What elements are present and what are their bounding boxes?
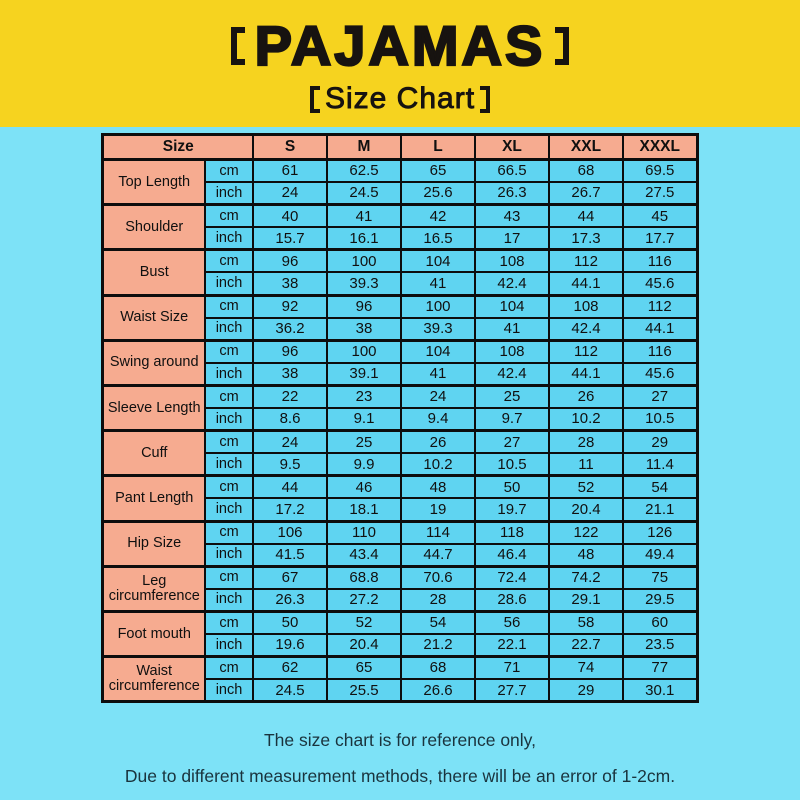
unit-cell-inch: inch bbox=[205, 318, 253, 341]
unit-cell-cm: cm bbox=[205, 205, 253, 228]
unit-cell-cm: cm bbox=[205, 431, 253, 454]
value-cell: 10.5 bbox=[623, 408, 697, 431]
value-cell: 18.1 bbox=[327, 498, 401, 521]
measurement-label: Waist circumference bbox=[103, 657, 205, 702]
value-cell: 58 bbox=[549, 611, 623, 634]
value-cell: 22 bbox=[253, 385, 327, 408]
lenticular-bracket-right-icon bbox=[480, 86, 490, 113]
value-cell: 110 bbox=[327, 521, 401, 544]
measurement-row-cm bbox=[103, 476, 697, 499]
value-cell: 28 bbox=[549, 431, 623, 454]
value-cell: 69.5 bbox=[623, 160, 697, 183]
unit-cell-cm: cm bbox=[205, 566, 253, 589]
value-cell: 11 bbox=[549, 453, 623, 476]
value-cell: 29.5 bbox=[623, 589, 697, 612]
value-cell: 9.1 bbox=[327, 408, 401, 431]
size-header-cell: Size bbox=[103, 135, 253, 160]
value-cell: 41 bbox=[327, 205, 401, 228]
value-cell: 9.4 bbox=[401, 408, 475, 431]
value-cell: 26.7 bbox=[549, 182, 623, 205]
value-cell: 21.2 bbox=[401, 634, 475, 657]
value-cell: 70.6 bbox=[401, 566, 475, 589]
value-cell: 24.5 bbox=[253, 679, 327, 702]
size-column-header: L bbox=[401, 135, 475, 160]
value-cell: 104 bbox=[475, 295, 549, 318]
value-cell: 43 bbox=[475, 205, 549, 228]
value-cell: 45.6 bbox=[623, 272, 697, 295]
value-cell: 44.7 bbox=[401, 544, 475, 567]
value-cell: 41 bbox=[401, 363, 475, 386]
value-cell: 104 bbox=[401, 250, 475, 273]
size-column-header: XXL bbox=[549, 135, 623, 160]
value-cell: 75 bbox=[623, 566, 697, 589]
measurement-label: Pant Length bbox=[103, 476, 205, 521]
unit-cell-cm: cm bbox=[205, 385, 253, 408]
value-cell: 17.7 bbox=[623, 227, 697, 250]
value-cell: 61 bbox=[253, 160, 327, 183]
value-cell: 92 bbox=[253, 295, 327, 318]
value-cell: 41 bbox=[401, 272, 475, 295]
value-cell: 26.3 bbox=[253, 589, 327, 612]
value-cell: 54 bbox=[623, 476, 697, 499]
value-cell: 74.2 bbox=[549, 566, 623, 589]
value-cell: 30.1 bbox=[623, 679, 697, 702]
value-cell: 112 bbox=[549, 250, 623, 273]
value-cell: 10.2 bbox=[401, 453, 475, 476]
size-table-head bbox=[103, 135, 697, 160]
value-cell: 19 bbox=[401, 498, 475, 521]
value-cell: 38 bbox=[253, 272, 327, 295]
value-cell: 17 bbox=[475, 227, 549, 250]
value-cell: 112 bbox=[549, 340, 623, 363]
measurement-label: Top Length bbox=[103, 160, 205, 205]
unit-cell-inch: inch bbox=[205, 498, 253, 521]
value-cell: 43.4 bbox=[327, 544, 401, 567]
value-cell: 36.2 bbox=[253, 318, 327, 341]
value-cell: 106 bbox=[253, 521, 327, 544]
value-cell: 41 bbox=[475, 318, 549, 341]
value-cell: 52 bbox=[549, 476, 623, 499]
value-cell: 24 bbox=[253, 182, 327, 205]
value-cell: 100 bbox=[327, 340, 401, 363]
value-cell: 68.8 bbox=[327, 566, 401, 589]
value-cell: 16.5 bbox=[401, 227, 475, 250]
value-cell: 24 bbox=[253, 431, 327, 454]
unit-cell-cm: cm bbox=[205, 476, 253, 499]
value-cell: 41.5 bbox=[253, 544, 327, 567]
unit-cell-inch: inch bbox=[205, 272, 253, 295]
value-cell: 48 bbox=[401, 476, 475, 499]
value-cell: 104 bbox=[401, 340, 475, 363]
value-cell: 8.6 bbox=[253, 408, 327, 431]
note-line-2: Due to different measurement methods, there will be an error of 1-2cm. bbox=[124, 766, 676, 787]
value-cell: 100 bbox=[327, 250, 401, 273]
value-cell: 56 bbox=[475, 611, 549, 634]
value-cell: 66.5 bbox=[475, 160, 549, 183]
value-cell: 9.5 bbox=[253, 453, 327, 476]
unit-cell-inch: inch bbox=[205, 679, 253, 702]
size-column-header: XL bbox=[475, 135, 549, 160]
value-cell: 118 bbox=[475, 521, 549, 544]
unit-cell-cm: cm bbox=[205, 160, 253, 183]
value-cell: 19.6 bbox=[253, 634, 327, 657]
lenticular-bracket-left-icon bbox=[231, 27, 245, 65]
value-cell: 108 bbox=[549, 295, 623, 318]
value-cell: 26 bbox=[549, 385, 623, 408]
value-cell: 24.5 bbox=[327, 182, 401, 205]
measurement-label: Cuff bbox=[103, 431, 205, 476]
size-table-body bbox=[103, 160, 697, 702]
unit-cell-inch: inch bbox=[205, 408, 253, 431]
value-cell: 112 bbox=[623, 295, 697, 318]
value-cell: 23.5 bbox=[623, 634, 697, 657]
value-cell: 54 bbox=[401, 611, 475, 634]
value-cell: 65 bbox=[327, 657, 401, 680]
size-chart-table bbox=[101, 133, 698, 703]
value-cell: 96 bbox=[253, 250, 327, 273]
measurement-row-cm bbox=[103, 521, 697, 544]
value-cell: 11.4 bbox=[623, 453, 697, 476]
value-cell: 22.1 bbox=[475, 634, 549, 657]
measurement-label: Sleeve Length bbox=[103, 385, 205, 430]
value-cell: 65 bbox=[401, 160, 475, 183]
measurement-label: Waist Size bbox=[103, 295, 205, 340]
measurement-row-cm bbox=[103, 295, 697, 318]
unit-cell-inch: inch bbox=[205, 544, 253, 567]
value-cell: 25.6 bbox=[401, 182, 475, 205]
unit-cell-inch: inch bbox=[205, 589, 253, 612]
measurement-label: Hip Size bbox=[103, 521, 205, 566]
measurement-row-cm bbox=[103, 431, 697, 454]
value-cell: 25.5 bbox=[327, 679, 401, 702]
value-cell: 39.3 bbox=[401, 318, 475, 341]
measurement-row-cm bbox=[103, 566, 697, 589]
value-cell: 116 bbox=[623, 340, 697, 363]
value-cell: 45.6 bbox=[623, 363, 697, 386]
size-column-header: XXXL bbox=[623, 135, 697, 160]
value-cell: 44 bbox=[253, 476, 327, 499]
unit-cell-cm: cm bbox=[205, 295, 253, 318]
size-column-header: M bbox=[327, 135, 401, 160]
value-cell: 16.1 bbox=[327, 227, 401, 250]
value-cell: 10.5 bbox=[475, 453, 549, 476]
value-cell: 60 bbox=[623, 611, 697, 634]
value-cell: 42 bbox=[401, 205, 475, 228]
measurement-row-cm bbox=[103, 340, 697, 363]
value-cell: 122 bbox=[549, 521, 623, 544]
value-cell: 29 bbox=[549, 679, 623, 702]
measurement-label: Foot mouth bbox=[103, 611, 205, 656]
value-cell: 29.1 bbox=[549, 589, 623, 612]
unit-cell-cm: cm bbox=[205, 657, 253, 680]
value-cell: 19.7 bbox=[475, 498, 549, 521]
value-cell: 27 bbox=[623, 385, 697, 408]
value-cell: 77 bbox=[623, 657, 697, 680]
measurement-label: Bust bbox=[103, 250, 205, 295]
value-cell: 67 bbox=[253, 566, 327, 589]
value-cell: 27.2 bbox=[327, 589, 401, 612]
value-cell: 68 bbox=[549, 160, 623, 183]
value-cell: 126 bbox=[623, 521, 697, 544]
value-cell: 48 bbox=[549, 544, 623, 567]
measurement-row-cm bbox=[103, 385, 697, 408]
value-cell: 72.4 bbox=[475, 566, 549, 589]
header-banner bbox=[0, 0, 800, 127]
value-cell: 20.4 bbox=[549, 498, 623, 521]
value-cell: 24 bbox=[401, 385, 475, 408]
value-cell: 9.7 bbox=[475, 408, 549, 431]
value-cell: 17.2 bbox=[253, 498, 327, 521]
value-cell: 27.5 bbox=[623, 182, 697, 205]
measurement-label: Swing around bbox=[103, 340, 205, 385]
value-cell: 68 bbox=[401, 657, 475, 680]
value-cell: 108 bbox=[475, 250, 549, 273]
unit-cell-cm: cm bbox=[205, 521, 253, 544]
value-cell: 42.4 bbox=[549, 318, 623, 341]
value-cell: 29 bbox=[623, 431, 697, 454]
value-cell: 26 bbox=[401, 431, 475, 454]
value-cell: 96 bbox=[327, 295, 401, 318]
measurement-label: Shoulder bbox=[103, 205, 205, 250]
measurement-row-cm bbox=[103, 160, 697, 183]
page-title bbox=[231, 15, 570, 77]
measurement-label: Leg circumference bbox=[103, 566, 205, 611]
measurement-row-cm bbox=[103, 205, 697, 228]
value-cell: 116 bbox=[623, 250, 697, 273]
value-cell: 42.4 bbox=[475, 363, 549, 386]
unit-cell-inch: inch bbox=[205, 634, 253, 657]
value-cell: 50 bbox=[475, 476, 549, 499]
value-cell: 44 bbox=[549, 205, 623, 228]
value-cell: 15.7 bbox=[253, 227, 327, 250]
size-column-header: S bbox=[253, 135, 327, 160]
value-cell: 9.9 bbox=[327, 453, 401, 476]
value-cell: 45 bbox=[623, 205, 697, 228]
lenticular-bracket-right-icon bbox=[555, 27, 569, 65]
value-cell: 28.6 bbox=[475, 589, 549, 612]
value-cell: 96 bbox=[253, 340, 327, 363]
brand-title-text: PAJAMAS bbox=[254, 14, 546, 77]
measurement-row-cm bbox=[103, 611, 697, 634]
value-cell: 27 bbox=[475, 431, 549, 454]
value-cell: 27.7 bbox=[475, 679, 549, 702]
value-cell: 46.4 bbox=[475, 544, 549, 567]
size-header-row bbox=[103, 135, 697, 160]
value-cell: 74 bbox=[549, 657, 623, 680]
unit-cell-inch: inch bbox=[205, 363, 253, 386]
unit-cell-cm: cm bbox=[205, 250, 253, 273]
value-cell: 23 bbox=[327, 385, 401, 408]
value-cell: 20.4 bbox=[327, 634, 401, 657]
unit-cell-cm: cm bbox=[205, 611, 253, 634]
measurement-row-cm bbox=[103, 250, 697, 273]
value-cell: 22.7 bbox=[549, 634, 623, 657]
value-cell: 38 bbox=[327, 318, 401, 341]
value-cell: 46 bbox=[327, 476, 401, 499]
value-cell: 62.5 bbox=[327, 160, 401, 183]
note-line-1: The size chart is for reference only, bbox=[263, 730, 536, 751]
value-cell: 39.3 bbox=[327, 272, 401, 295]
value-cell: 49.4 bbox=[623, 544, 697, 567]
value-cell: 42.4 bbox=[475, 272, 549, 295]
value-cell: 71 bbox=[475, 657, 549, 680]
measurement-row-cm bbox=[103, 657, 697, 680]
value-cell: 44.1 bbox=[623, 318, 697, 341]
value-cell: 17.3 bbox=[549, 227, 623, 250]
value-cell: 39.1 bbox=[327, 363, 401, 386]
unit-cell-inch: inch bbox=[205, 227, 253, 250]
unit-cell-inch: inch bbox=[205, 182, 253, 205]
unit-cell-inch: inch bbox=[205, 453, 253, 476]
value-cell: 52 bbox=[327, 611, 401, 634]
value-cell: 44.1 bbox=[549, 363, 623, 386]
unit-cell-cm: cm bbox=[205, 340, 253, 363]
value-cell: 10.2 bbox=[549, 408, 623, 431]
value-cell: 44.1 bbox=[549, 272, 623, 295]
value-cell: 62 bbox=[253, 657, 327, 680]
value-cell: 40 bbox=[253, 205, 327, 228]
value-cell: 28 bbox=[401, 589, 475, 612]
value-cell: 38 bbox=[253, 363, 327, 386]
subtitle-text: Size Chart bbox=[324, 82, 476, 115]
value-cell: 26.3 bbox=[475, 182, 549, 205]
value-cell: 25 bbox=[327, 431, 401, 454]
value-cell: 100 bbox=[401, 295, 475, 318]
value-cell: 25 bbox=[475, 385, 549, 408]
value-cell: 114 bbox=[401, 521, 475, 544]
value-cell: 26.6 bbox=[401, 679, 475, 702]
page-subtitle bbox=[310, 84, 490, 114]
footer-note bbox=[0, 730, 800, 787]
value-cell: 108 bbox=[475, 340, 549, 363]
lenticular-bracket-left-icon bbox=[310, 86, 320, 113]
value-cell: 21.1 bbox=[623, 498, 697, 521]
value-cell: 50 bbox=[253, 611, 327, 634]
